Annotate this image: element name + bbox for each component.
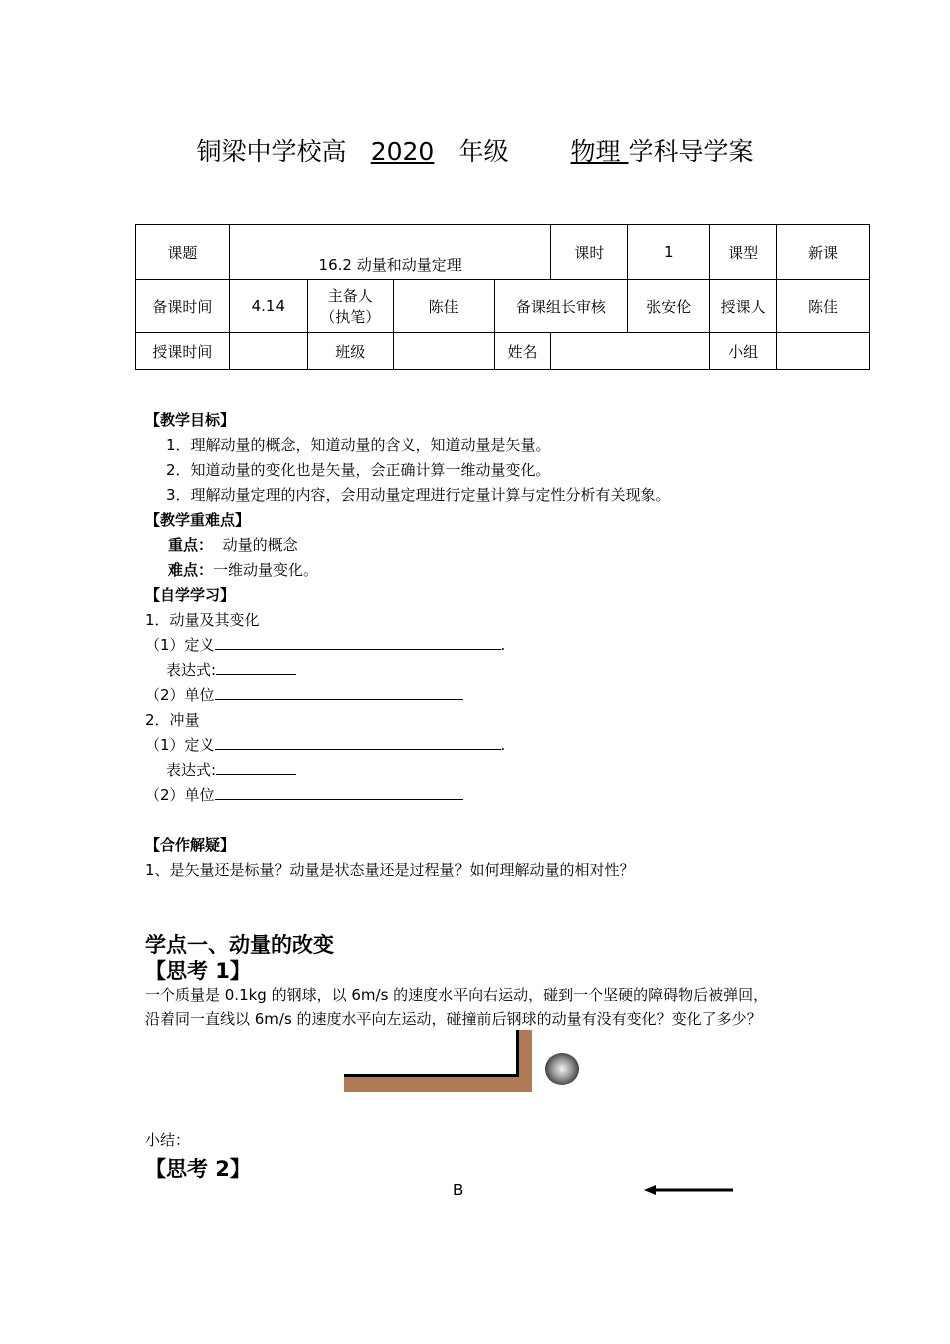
lead-label-line1: 主备人 — [327, 287, 373, 305]
keypoints-heading: 【教学重难点】 — [145, 511, 251, 529]
left-arrow-icon — [644, 1182, 736, 1198]
group-value[interactable] — [777, 333, 870, 370]
diff-label: 难点： — [168, 561, 214, 579]
cooperation-question: 1、是矢量还是标量？动量是状态量还是过程量？如何理解动量的相对性？ — [145, 861, 635, 879]
period-label: 课时 — [551, 225, 628, 280]
class-label: 班级 — [307, 333, 393, 370]
type-label: 课型 — [710, 225, 777, 280]
name-label: 姓名 — [494, 333, 551, 370]
s1-title: 1．动量及其变化 — [145, 611, 260, 629]
topic-value: 16.2 动量和动量定理 — [229, 225, 551, 280]
s1-unit-label: （2）单位 — [145, 686, 215, 704]
obstacle-wall — [344, 1030, 532, 1092]
class-value[interactable] — [393, 333, 494, 370]
think1-text-line2: 沿着同一直线以 6m/s 的速度水平向左运动，碰撞前后钢球的动量有没有变化？变化了多少？ — [145, 1010, 762, 1028]
goals-heading: 【教学目标】 — [145, 411, 236, 429]
diff-text: 一维动量变化。 — [213, 561, 319, 579]
title-suffix: 学科导学案 — [628, 137, 754, 166]
group-label: 小组 — [710, 333, 777, 370]
difficult-point — [168, 559, 318, 580]
s1-expr-line — [166, 659, 296, 680]
cooperation-heading: 【合作解疑】 — [145, 836, 236, 854]
s2-title: 2．冲量 — [145, 711, 200, 729]
s2-expr-label: 表达式: — [166, 761, 217, 779]
s2-def-line — [145, 734, 505, 755]
lead-value: 陈佳 — [393, 280, 494, 333]
lead-label — [307, 280, 393, 333]
goal-item: 1．理解动量的概念，知道动量的含义，知道动量是矢量。 — [166, 436, 551, 454]
title-subject: 物理 — [570, 137, 621, 166]
title-prefix: 铜梁中学校高 — [196, 137, 347, 166]
key-point — [168, 534, 298, 555]
type-value: 新课 — [777, 225, 870, 280]
class-time-value[interactable] — [229, 333, 307, 370]
period-value: 1 — [628, 225, 710, 280]
s2-unit-label: （2）单位 — [145, 786, 215, 804]
name-value[interactable] — [551, 333, 710, 370]
selfstudy-heading: 【自学学习】 — [145, 586, 236, 604]
lesson-info-table — [135, 224, 870, 370]
goal-item: 3．理解动量定理的内容，会用动量定理进行定量计算与定性分析有关现象。 — [166, 486, 671, 504]
think1-text-line1: 一个质量是 0.1kg 的钢球，以 6m/s 的速度水平向右运动，碰到一个坚硬的障碍物后被弹回， — [145, 986, 769, 1004]
s1-expr-blank[interactable] — [216, 659, 296, 675]
prep-time-value: 4.14 — [229, 280, 307, 333]
think1-heading: 【思考 1】 — [145, 959, 251, 983]
s1-def-label: （1）定义 — [145, 636, 215, 654]
class-time-label: 授课时间 — [136, 333, 230, 370]
steel-ball — [545, 1053, 579, 1085]
title-grade: 2020 — [370, 137, 435, 166]
s2-def-label: （1）定义 — [145, 736, 215, 754]
prep-time-label: 备课时间 — [136, 280, 230, 333]
teacher-value: 陈佳 — [777, 280, 870, 333]
s1-expr-label: 表达式: — [166, 661, 217, 679]
s1-def-line — [145, 634, 505, 655]
s2-expr-line — [166, 759, 296, 780]
label-b: B — [453, 1181, 464, 1199]
summary-label: 小结： — [145, 1131, 191, 1149]
lead-label-line2: （执笔） — [320, 308, 381, 326]
s2-def-period: . — [500, 736, 506, 754]
review-value: 张安伦 — [628, 280, 710, 333]
topic-label: 课题 — [136, 225, 230, 280]
goal-item: 2．知道动量的变化也是矢量，会正确计算一维动量变化。 — [166, 461, 551, 479]
s1-def-period: . — [500, 636, 506, 654]
page-title — [0, 132, 950, 168]
s2-unit-line — [145, 784, 463, 805]
title-mid: 年级 — [458, 137, 509, 166]
s2-unit-blank[interactable] — [215, 784, 463, 800]
s1-unit-line — [145, 684, 463, 705]
s2-def-blank[interactable] — [215, 734, 501, 750]
s1-def-blank[interactable] — [215, 634, 501, 650]
point1-title: 学点一、动量的改变 — [145, 933, 334, 957]
s2-expr-blank[interactable] — [216, 759, 296, 775]
s1-unit-blank[interactable] — [215, 684, 463, 700]
review-label: 备课组长审核 — [494, 280, 628, 333]
teacher-label: 授课人 — [710, 280, 777, 333]
key-text: 动量的概念 — [222, 536, 298, 554]
key-label: 重点： — [168, 536, 214, 554]
think2-heading: 【思考 2】 — [145, 1157, 251, 1181]
